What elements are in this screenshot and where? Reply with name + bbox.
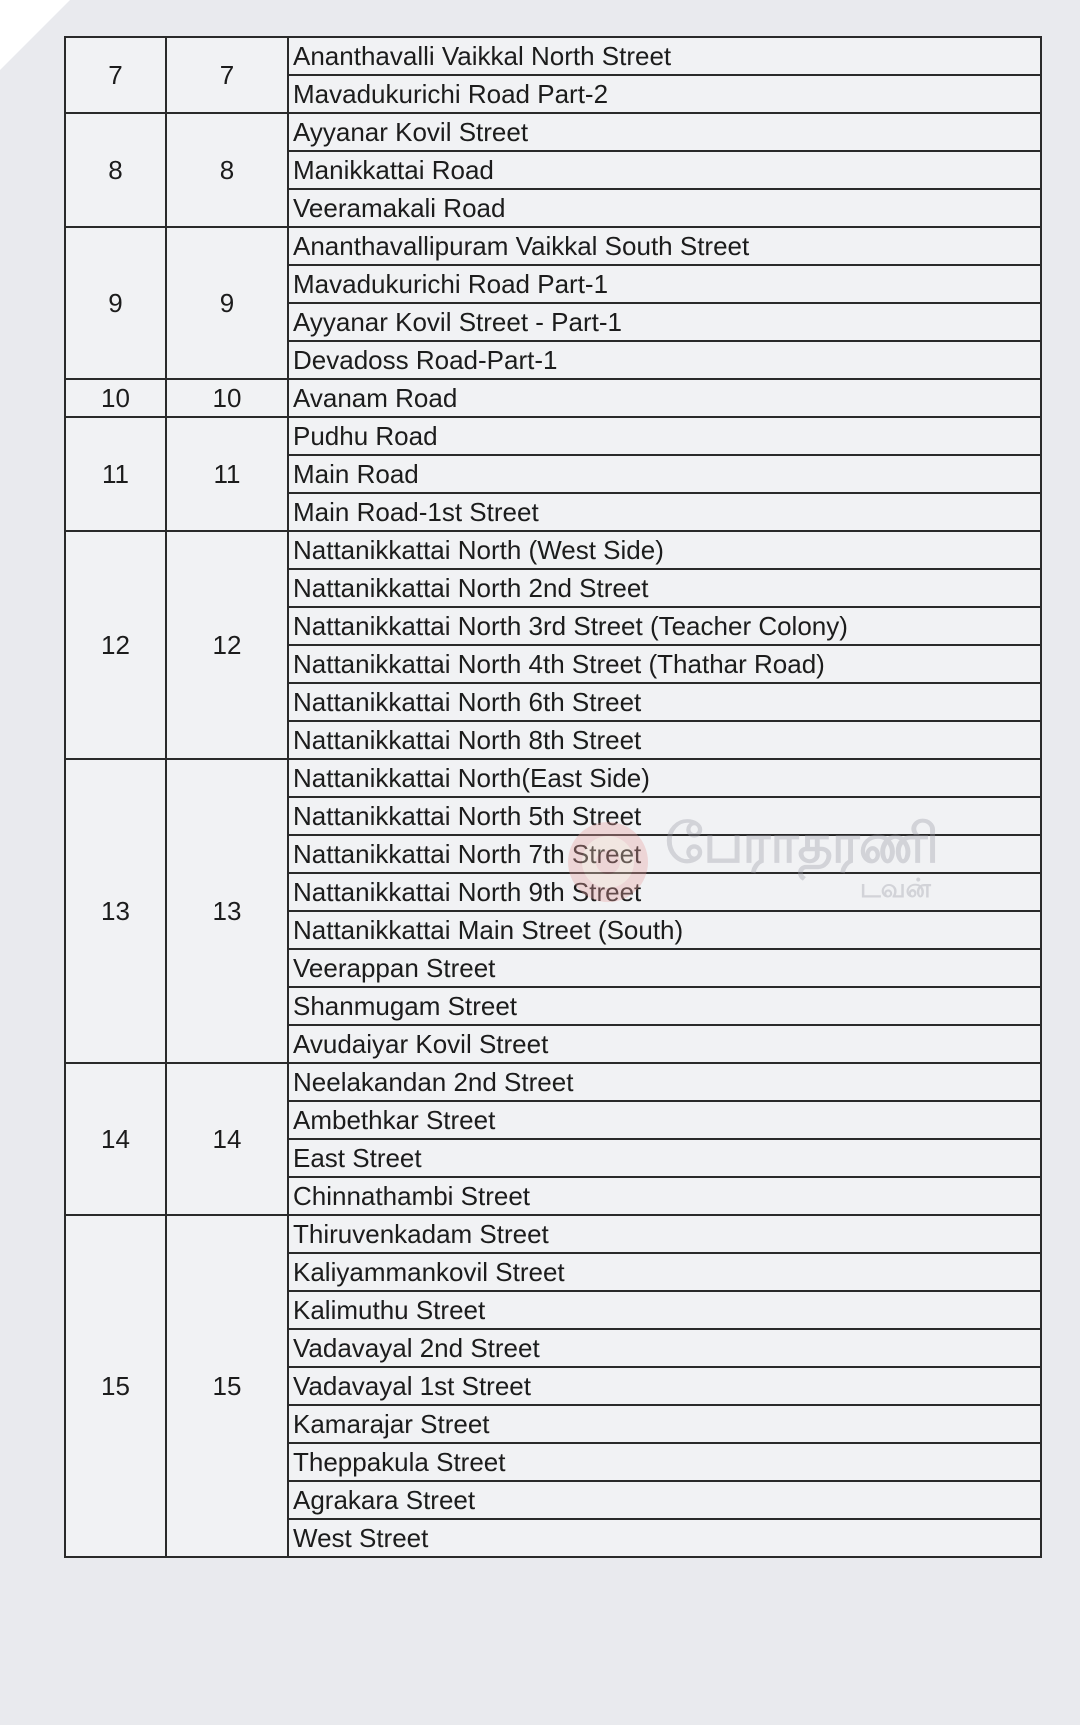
division-number-cell: 7 [166,37,288,113]
ward-number-cell: 10 [65,379,166,417]
street-name-cell: Main Road-1st Street [288,493,1041,531]
street-name-cell: Kamarajar Street [288,1405,1041,1443]
ward-number-cell: 14 [65,1063,166,1215]
table-row [65,1215,1041,1253]
watermark-brand: பேராதரணி [665,812,939,875]
ward-number-cell: 11 [65,417,166,531]
ward-number-cell: 13 [65,759,166,1063]
ward-number-cell: 15 [65,1215,166,1557]
division-number-cell: 8 [166,113,288,227]
street-name-cell: Kaliyammankovil Street [288,1253,1041,1291]
street-name-cell: Ambethkar Street [288,1101,1041,1139]
watermark-subtext: டவன் [860,874,931,904]
street-name-cell: Nattanikkattai North 7th Street [288,835,1041,873]
division-number-cell: 9 [166,227,288,379]
division-number-cell: 15 [166,1215,288,1557]
ward-number-cell: 7 [65,37,166,113]
street-name-cell: Nattanikkattai North 6th Street [288,683,1041,721]
street-name-cell: Ayyanar Kovil Street - Part-1 [288,303,1041,341]
street-name-cell: Nattanikkattai North 8th Street [288,721,1041,759]
street-name-cell: Nattanikkattai North (West Side) [288,531,1041,569]
division-number-cell: 11 [166,417,288,531]
ward-number-cell: 8 [65,113,166,227]
table-row [65,113,1041,151]
division-number-cell: 13 [166,759,288,1063]
division-number-cell: 12 [166,531,288,759]
division-number-cell: 14 [166,1063,288,1215]
street-name-cell: West Street [288,1519,1041,1557]
division-number-cell: 10 [166,379,288,417]
street-name-cell: Main Road [288,455,1041,493]
street-name-cell: Manikkattai Road [288,151,1041,189]
ward-street-table [64,36,1042,1558]
street-name-cell: Ananthavallipuram Vaikkal South Street [288,227,1041,265]
table-row [65,37,1041,75]
street-name-cell: Shanmugam Street [288,987,1041,1025]
table-row [65,227,1041,265]
table-row [65,531,1041,569]
street-name-cell: Pudhu Road [288,417,1041,455]
street-name-cell: Devadoss Road-Part-1 [288,341,1041,379]
street-name-cell: Avudaiyar Kovil Street [288,1025,1041,1063]
street-name-cell: Agrakara Street [288,1481,1041,1519]
street-name-cell: Chinnathambi Street [288,1177,1041,1215]
table-body [65,37,1041,1557]
table-row [65,1063,1041,1101]
street-name-cell: Ananthavalli Vaikkal North Street [288,37,1041,75]
street-name-cell: Nattanikkattai North 9th Street [288,873,1041,911]
table-row [65,759,1041,797]
street-name-cell: Nattanikkattai North 3rd Street (Teacher Colony) [288,607,1041,645]
street-name-cell: Veeramakali Road [288,189,1041,227]
street-name-cell: Nattanikkattai North 4th Street (Thathar Road) [288,645,1041,683]
ward-number-cell: 9 [65,227,166,379]
street-name-cell: Thiruvenkadam Street [288,1215,1041,1253]
street-name-cell: Nattanikkattai North 5th Street [288,797,1041,835]
street-name-cell: Kalimuthu Street [288,1291,1041,1329]
street-name-cell: Nattanikkattai Main Street (South) [288,911,1041,949]
street-name-cell: Avanam Road [288,379,1041,417]
street-name-cell: Nattanikkattai North(East Side) [288,759,1041,797]
ward-number-cell: 12 [65,531,166,759]
street-name-cell: Veerappan Street [288,949,1041,987]
table-row [65,379,1041,417]
street-name-cell: Mavadukurichi Road Part-1 [288,265,1041,303]
page-corner [0,0,70,70]
street-name-cell: Vadavayal 1st Street [288,1367,1041,1405]
street-name-cell: Mavadukurichi Road Part-2 [288,75,1041,113]
street-name-cell: Nattanikkattai North 2nd Street [288,569,1041,607]
street-name-cell: Vadavayal 2nd Street [288,1329,1041,1367]
table-row [65,417,1041,455]
street-name-cell: Theppakula Street [288,1443,1041,1481]
ward-street-table-sheet [64,36,1042,1558]
street-name-cell: Neelakandan 2nd Street [288,1063,1041,1101]
street-name-cell: Ayyanar Kovil Street [288,113,1041,151]
street-name-cell: East Street [288,1139,1041,1177]
